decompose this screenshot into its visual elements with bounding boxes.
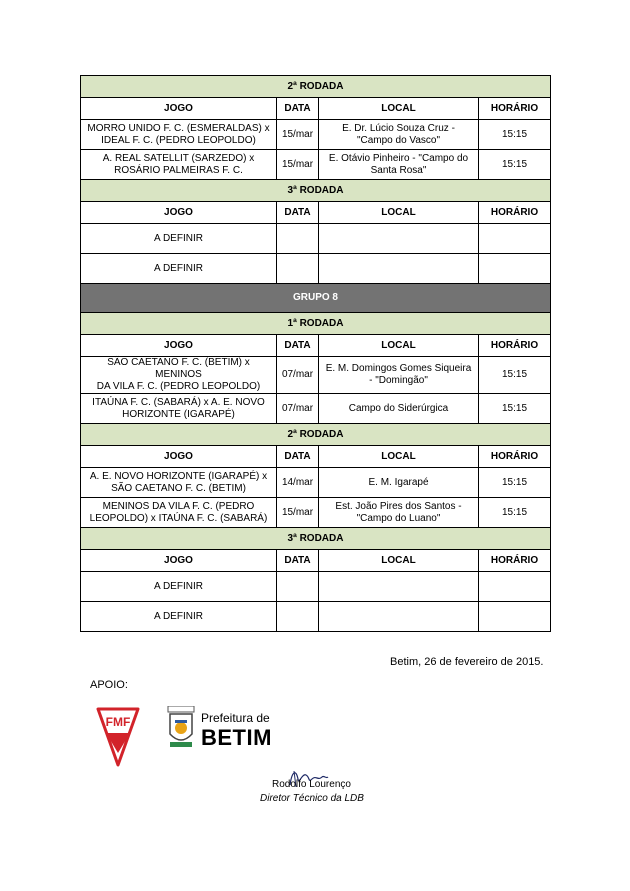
column-header-row	[81, 446, 551, 468]
game-line-2: DA VILA F. C. (PEDRO LEOPOLDO)	[96, 381, 261, 392]
game-line-2: HORIZONTE (IGARAPÉ)	[122, 408, 235, 420]
col-data: DATA	[277, 335, 319, 357]
venue-cell	[319, 224, 479, 254]
col-jogo: JOGO	[81, 335, 277, 357]
venue-cell	[319, 254, 479, 284]
venue-cell	[319, 357, 479, 394]
signer-title: Diretor Técnico da LDB	[260, 793, 364, 804]
column-header-row	[81, 202, 551, 224]
table-row	[81, 468, 551, 498]
venue-line-2: Santa Rosa"	[370, 164, 427, 176]
col-local: LOCAL	[319, 202, 479, 224]
game-line-1: SÃO CAETANO F. C. (BETIM) x MENINOS	[107, 357, 250, 380]
round-title: 1ª RODADA	[81, 313, 551, 335]
column-header-row	[81, 335, 551, 357]
time-cell: 15:15	[479, 357, 551, 394]
game-line-1: A. E. NOVO HORIZONTE (IGARAPÉ) x	[89, 470, 268, 482]
col-horario: HORÁRIO	[479, 202, 551, 224]
group-header-row	[81, 284, 551, 313]
time-cell: 15:15	[479, 120, 551, 150]
game-cell: A DEFINIR	[81, 572, 277, 602]
date-cell	[277, 224, 319, 254]
table-row	[81, 150, 551, 180]
venue-line-1: Est. João Pires dos Santos -	[335, 500, 462, 512]
game-line-1: MENINOS DA VILA F. C. (PEDRO	[102, 500, 255, 512]
date-cell	[277, 572, 319, 602]
venue-cell	[319, 572, 479, 602]
apoio-label: APOIO:	[90, 679, 128, 691]
table-row	[81, 224, 551, 254]
round-header-row	[81, 180, 551, 202]
venue-cell	[319, 150, 479, 180]
col-data: DATA	[277, 98, 319, 120]
venue-line-2: "Campo do Luano"	[356, 512, 441, 524]
game-cell: A DEFINIR	[81, 602, 277, 632]
table-row	[81, 394, 551, 424]
signer-name: Rodolfo Lourenço	[272, 779, 351, 790]
col-jogo: JOGO	[81, 550, 277, 572]
game-line-2: ROSÁRIO PALMEIRAS F. C.	[114, 164, 243, 176]
date-cell: 15/mar	[277, 150, 319, 180]
round-title: 2ª RODADA	[81, 76, 551, 98]
col-horario: HORÁRIO	[479, 446, 551, 468]
time-cell: 15:15	[479, 394, 551, 424]
date-cell: 14/mar	[277, 468, 319, 498]
venue-line-1: E. Dr. Lúcio Souza Cruz -	[342, 122, 455, 134]
date-cell: 07/mar	[277, 394, 319, 424]
col-local: LOCAL	[319, 446, 479, 468]
game-cell: A DEFINIR	[81, 254, 277, 284]
game-cell	[81, 120, 277, 150]
col-local: LOCAL	[319, 550, 479, 572]
round-title: 3ª RODADA	[81, 528, 551, 550]
game-line-2: IDEAL F. C. (PEDRO LEOPOLDO)	[101, 134, 256, 146]
time-cell	[479, 572, 551, 602]
betim-prefix: Prefeitura de	[201, 711, 270, 725]
round-header-row	[81, 76, 551, 98]
col-horario: HORÁRIO	[479, 550, 551, 572]
date-cell	[277, 602, 319, 632]
time-cell: 15:15	[479, 498, 551, 528]
column-header-row	[81, 550, 551, 572]
date-line: Betim, 26 de fevereiro de 2015.	[390, 656, 544, 668]
date-cell: 07/mar	[277, 357, 319, 394]
col-data: DATA	[277, 202, 319, 224]
round-header-row	[81, 424, 551, 446]
betim-name: BETIM	[201, 725, 272, 750]
game-line-2: SÃO CAETANO F. C. (BETIM)	[111, 482, 246, 494]
game-line-1: MORRO UNIDO F. C. (ESMERALDAS) x	[87, 122, 270, 134]
game-cell	[81, 394, 277, 424]
game-line-1: ITAÚNA F. C. (SABARÁ) x A. E. NOVO	[92, 396, 265, 408]
round-title: 3ª RODADA	[81, 180, 551, 202]
round-title: 2ª RODADA	[81, 424, 551, 446]
date-cell: 15/mar	[277, 498, 319, 528]
venue-cell	[319, 120, 479, 150]
game-cell	[81, 357, 277, 394]
table-row	[81, 120, 551, 150]
time-cell: 15:15	[479, 150, 551, 180]
game-cell	[81, 150, 277, 180]
venue-cell: Campo do Siderúrgica	[319, 394, 479, 424]
venue-cell	[319, 498, 479, 528]
venue-cell	[319, 602, 479, 632]
game-line-1: A. REAL SATELLIT (SARZEDO) x	[102, 152, 255, 164]
col-data: DATA	[277, 446, 319, 468]
table-row	[81, 498, 551, 528]
col-local: LOCAL	[319, 98, 479, 120]
table-row	[81, 357, 551, 394]
group-title: GRUPO 8	[81, 284, 551, 313]
table-row	[81, 572, 551, 602]
game-cell	[81, 468, 277, 498]
schedule-table	[80, 75, 551, 632]
venue-line-1: E. M. Domingos Gomes Siqueira	[325, 363, 472, 374]
date-cell: 15/mar	[277, 120, 319, 150]
venue-line-2: "Campo do Vasco"	[356, 134, 441, 146]
fmf-logo-text: FMF	[105, 715, 131, 729]
col-jogo: JOGO	[81, 98, 277, 120]
column-header-row	[81, 98, 551, 120]
venue-line-2: - "Domingão"	[369, 375, 428, 386]
table-row	[81, 254, 551, 284]
col-data: DATA	[277, 550, 319, 572]
col-local: LOCAL	[319, 335, 479, 357]
round-header-row	[81, 313, 551, 335]
venue-line-1: E. Otávio Pinheiro - "Campo do	[328, 152, 469, 164]
fmf-logo	[95, 707, 141, 767]
col-horario: HORÁRIO	[479, 98, 551, 120]
time-cell	[479, 254, 551, 284]
col-jogo: JOGO	[81, 446, 277, 468]
col-jogo: JOGO	[81, 202, 277, 224]
time-cell: 15:15	[479, 468, 551, 498]
venue-cell: E. M. Igarapé	[319, 468, 479, 498]
col-horario: HORÁRIO	[479, 335, 551, 357]
game-cell	[81, 498, 277, 528]
game-line-2: LEOPOLDO) x ITAÚNA F. C. (SABARÁ)	[89, 512, 268, 524]
time-cell	[479, 224, 551, 254]
date-cell	[277, 254, 319, 284]
time-cell	[479, 602, 551, 632]
game-cell: A DEFINIR	[81, 224, 277, 254]
round-header-row	[81, 528, 551, 550]
table-row	[81, 602, 551, 632]
